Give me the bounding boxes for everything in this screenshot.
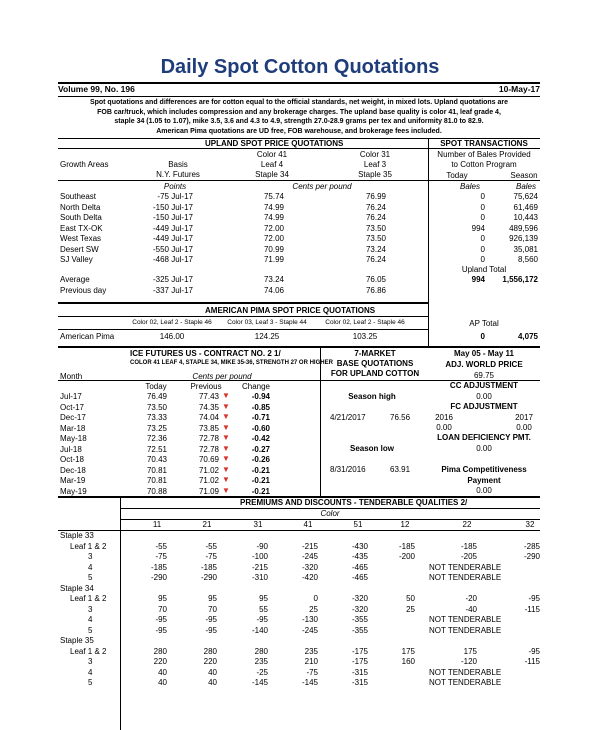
premium-value: -95	[155, 615, 167, 624]
fc-label: FC ADJUSTMENT	[450, 402, 518, 411]
premium-value: -95	[205, 625, 217, 635]
fc-year: 2016	[435, 413, 453, 422]
season-low-value: 63.91	[390, 465, 411, 474]
premium-value: -285	[523, 541, 540, 551]
intro-line: American Pima quotations are UD free, FOB warehouse, and brokerage fees included.	[156, 127, 442, 135]
cc-label: CC ADJUSTMENT	[449, 381, 519, 390]
section-header: ICE FUTURES US - CONTRACT NO. 2 1/	[130, 349, 281, 358]
column-divider	[120, 496, 121, 730]
futures-change: -0.71	[251, 413, 270, 422]
volume-number: Volume 99, No. 196	[58, 84, 135, 94]
premium-value: -315	[351, 678, 368, 687]
rule	[58, 148, 540, 149]
futures-change: -0.21	[251, 486, 270, 496]
ldp-label: LOAN DEFICIENCY PMT.	[437, 433, 531, 442]
color-column-header: 21	[202, 520, 212, 529]
premium-value: 160	[401, 657, 415, 666]
leaf-label: 4	[88, 667, 93, 677]
futures-today: 73.33	[146, 413, 167, 422]
premium-value: -320	[351, 604, 368, 614]
premium-value: -95	[256, 615, 268, 624]
column-header: Color 41	[256, 150, 288, 159]
futures-previous: 70.69	[198, 455, 219, 464]
price-value: 74.06	[263, 285, 284, 295]
premium-value: 175	[463, 646, 477, 656]
column-header: Color 03, Leaf 3 - Staple 44	[227, 319, 307, 326]
awp-value: 69.75	[473, 371, 495, 380]
premium-value: -175	[351, 646, 368, 656]
futures-month: Oct-17	[60, 402, 85, 412]
color-column-header: 12	[400, 520, 410, 529]
column-header: Color 02, Leaf 2 - Staple 46	[325, 319, 405, 326]
bales-today: 0	[480, 192, 485, 201]
pima-value: 124.25	[254, 332, 280, 341]
premium-value: 280	[153, 646, 167, 656]
bales-season: 8,560	[517, 255, 538, 264]
growth-area: South Delta	[60, 213, 102, 222]
pima-label: American Pima	[60, 332, 115, 341]
premium-value: 50	[406, 594, 415, 603]
bales-season: 489,596	[509, 223, 538, 233]
price-value: 74.99	[263, 202, 284, 212]
column-header: Leaf 4	[260, 160, 284, 169]
premium-value: -290	[200, 573, 217, 582]
futures-change: -0.94	[251, 392, 270, 401]
premium-value: -290	[523, 552, 540, 561]
price-value: 76.24	[365, 213, 386, 222]
futures-change: -0.60	[251, 423, 270, 433]
down-arrow-icon: ▼	[222, 475, 230, 484]
issue-line	[58, 84, 540, 94]
leaf-label: Leaf 1 & 2	[70, 646, 107, 656]
premium-value: -315	[351, 667, 368, 677]
basis-value: -449 Jul-17	[152, 223, 193, 233]
issue-date: 10-May-17	[498, 84, 540, 94]
premium-value: -115	[524, 604, 540, 614]
awp-label: ADJ. WORLD PRICE	[445, 360, 523, 369]
section-header: BASE QUOTATIONS	[336, 359, 414, 368]
intro-line: staple 34 (1.05 to 1.07), mike 3.5, 3.6 and 4.3 to 4.9, strength 27.0-28.9 grams per tex and uniformity 81.0 to 82.9.	[114, 118, 484, 125]
premium-value: -95	[528, 646, 540, 656]
down-arrow-icon: ▼	[222, 485, 230, 495]
bales-today: 0	[480, 213, 485, 222]
units-label: Bales	[515, 182, 536, 191]
price-value: 76.05	[365, 275, 386, 284]
premium-value: -320	[351, 594, 368, 603]
premium-value: 70	[158, 604, 167, 614]
futures-today: 73.25	[146, 423, 167, 433]
basis-value: -75 Jul-17	[157, 192, 193, 201]
premium-value: 235	[304, 646, 318, 656]
total-today: 994	[471, 275, 485, 284]
futures-previous: 73.85	[198, 423, 219, 433]
pima-payment-label: Pima Competitiveness	[441, 465, 527, 474]
rule	[58, 180, 540, 181]
color-column-header: 11	[152, 520, 162, 529]
premium-value: -185	[398, 541, 415, 551]
futures-month: Jul-17	[60, 392, 82, 401]
premium-value: -55	[155, 541, 167, 551]
leaf-label: 3	[88, 657, 93, 666]
basis-value: -150 Jul-17	[152, 202, 193, 212]
column-header: Basis	[168, 160, 188, 169]
units-label: Points	[163, 182, 187, 191]
futures-month: May-19	[60, 486, 87, 496]
color-column-header: 51	[353, 520, 363, 529]
growth-area: SJ Valley	[60, 255, 93, 264]
futures-month: Dec-17	[60, 413, 86, 422]
leaf-label: 5	[88, 625, 93, 635]
staple-group-label: Staple 34	[60, 583, 94, 593]
futures-month: Mar-18	[60, 423, 86, 433]
price-value: 74.99	[263, 213, 284, 222]
growth-area: East TX-OK	[60, 223, 103, 233]
page-title: Daily Spot Cotton Quotations	[160, 56, 440, 78]
section-header: 7-MARKET	[354, 349, 396, 358]
growth-area: Desert SW	[60, 244, 99, 254]
leaf-label: Leaf 1 & 2	[70, 541, 107, 551]
basis-value: -150 Jul-17	[152, 213, 193, 222]
premium-value: 280	[203, 646, 217, 656]
premium-value: 25	[309, 604, 318, 614]
price-value: 71.99	[263, 255, 284, 264]
futures-today: 70.88	[146, 486, 167, 496]
premium-value: 175	[401, 646, 415, 656]
price-value: 73.50	[365, 234, 386, 243]
section-header: May 05 - May 11	[453, 349, 515, 358]
bales-today: 0	[480, 244, 485, 254]
premium-value: -95	[205, 615, 217, 624]
not-tenderable-label: NOT TENDERABLE	[429, 615, 502, 624]
season-high-date: 4/21/2017	[330, 413, 366, 422]
staple-group-label: Staple 35	[60, 636, 94, 645]
basis-value: -550 Jul-17	[152, 244, 193, 254]
futures-today: 76.49	[146, 392, 167, 401]
premium-value: -40	[465, 604, 477, 614]
price-value: 76.99	[365, 192, 386, 201]
intro-note	[58, 98, 540, 136]
color-column-header: 22	[462, 520, 472, 529]
rule	[58, 329, 428, 330]
section-header: SPOT TRANSACTIONS	[440, 139, 528, 148]
summary-label: Average	[60, 275, 90, 284]
units-label: Color	[320, 509, 340, 518]
intro-line: FOB car/truck, which includes compression and any brokerage charges. The upland base quality is color 41, leaf grade 4,	[97, 108, 501, 116]
price-value: 76.24	[365, 255, 386, 264]
premium-value: -200	[398, 552, 415, 561]
section-header: PREMIUMS AND DISCOUNTS - TENDERABLE QUALITIES 2/	[240, 498, 468, 507]
futures-today: 70.81	[146, 465, 167, 475]
futures-change: -0.42	[251, 434, 270, 443]
price-value: 72.00	[263, 234, 284, 243]
premium-value: 70	[208, 604, 217, 614]
bales-today: 0	[480, 255, 485, 264]
column-header: Color 02, Leaf 2 - Staple 46	[132, 319, 212, 326]
futures-change: -0.21	[251, 476, 270, 485]
futures-previous: 72.78	[198, 434, 219, 443]
premium-value: 40	[208, 667, 217, 677]
fc-year: 2017	[515, 413, 533, 422]
leaf-label: 3	[88, 604, 93, 614]
column-header: Growth Areas	[60, 160, 109, 169]
premium-value: -175	[351, 657, 368, 666]
not-tenderable-label: NOT TENDERABLE	[429, 573, 502, 582]
cc-value: 0.00	[476, 392, 492, 401]
futures-previous: 77.43	[198, 392, 219, 401]
pima-value: 146.00	[159, 332, 185, 341]
premium-value: 25	[406, 604, 415, 614]
column-header: Season	[510, 171, 538, 180]
basis-value: -337 Jul-17	[152, 285, 193, 295]
leaf-label: Leaf 1 & 2	[70, 594, 107, 603]
futures-today: 72.51	[146, 444, 167, 454]
futures-previous: 74.04	[198, 413, 219, 422]
fc-value: 0.00	[436, 423, 452, 432]
total-season: 1,556,172	[502, 275, 538, 284]
premium-value: -140	[251, 625, 268, 635]
ap-season: 4,075	[517, 332, 538, 341]
leaf-label: 5	[88, 678, 93, 687]
issue-rule	[58, 96, 540, 97]
price-value: 73.24	[365, 244, 386, 254]
column-header: Color 31	[359, 150, 391, 159]
leaf-label: 3	[88, 552, 93, 561]
growth-area: Southeast	[60, 192, 97, 201]
bales-today: 0	[480, 234, 485, 243]
growth-area: North Delta	[60, 202, 101, 212]
premium-value: -145	[301, 678, 318, 687]
premium-value: -355	[351, 625, 368, 635]
rule	[58, 346, 540, 348]
color-column-header: 41	[303, 520, 313, 529]
premium-value: 40	[158, 667, 167, 677]
intro-line: Spot quotations and differences are for cotton equal to the official standards, net weight, in mixed lots. Upland quotations are	[89, 99, 509, 106]
premium-value: 280	[254, 646, 268, 656]
units-label: Cents per pound	[192, 372, 252, 381]
color-column-header: 31	[253, 520, 263, 529]
not-tenderable-label: NOT TENDERABLE	[429, 562, 502, 572]
price-value: 76.86	[365, 285, 386, 295]
premium-value: -25	[256, 667, 268, 677]
futures-change: -0.85	[251, 402, 270, 412]
price-value: 73.24	[263, 275, 284, 284]
futures-month: Dec-18	[60, 465, 86, 475]
premium-value: -130	[301, 615, 318, 624]
futures-today: 70.43	[146, 455, 167, 464]
season-high-value: 76.56	[390, 413, 411, 422]
futures-previous: 71.09	[198, 486, 219, 496]
futures-today: 73.50	[146, 402, 167, 412]
premium-value: -20	[465, 594, 477, 603]
fc-value: 0.00	[516, 423, 532, 432]
ldp-value: 0.00	[476, 444, 492, 453]
futures-month: May-18	[60, 434, 87, 443]
basis-value: -325 Jul-17	[152, 275, 193, 284]
premium-value: -90	[256, 541, 268, 551]
rule	[58, 302, 428, 304]
premium-value: -320	[301, 562, 318, 572]
bales-season: 10,443	[513, 213, 538, 222]
not-tenderable-label: NOT TENDERABLE	[429, 625, 502, 635]
column-header: Today	[446, 171, 468, 180]
premium-value: -435	[351, 552, 368, 561]
premium-value: -215	[251, 562, 268, 572]
premium-value: -310	[251, 573, 268, 582]
premium-value: 95	[208, 594, 217, 603]
bales-season: 35,081	[513, 244, 538, 254]
down-arrow-icon: ▼	[222, 401, 230, 411]
premium-value: 95	[259, 594, 268, 603]
down-arrow-icon: ▼	[222, 454, 230, 463]
not-tenderable-label: NOT TENDERABLE	[429, 667, 502, 677]
leaf-label: 5	[88, 573, 93, 582]
premium-value: 95	[158, 594, 167, 603]
section-header: FOR UPLAND COTTON	[330, 369, 420, 378]
bales-today: 994	[471, 223, 485, 233]
futures-change: -0.21	[251, 465, 270, 475]
futures-today: 70.81	[146, 476, 167, 485]
down-arrow-icon: ▼	[222, 412, 230, 421]
futures-today: 72.36	[146, 434, 167, 443]
premium-value: -75	[205, 552, 217, 561]
rule	[58, 316, 428, 317]
section-header: AMERICAN PIMA SPOT PRICE QUOTATIONS	[205, 306, 376, 315]
premium-value: -100	[251, 552, 268, 561]
futures-previous: 74.35	[198, 402, 219, 412]
premium-value: -185	[460, 541, 477, 551]
futures-previous: 72.78	[198, 444, 219, 454]
total-label: Upland Total	[461, 265, 507, 274]
ap-label: AP Total	[469, 319, 499, 328]
premium-value: 220	[153, 657, 167, 666]
price-value: 76.24	[365, 202, 386, 212]
bales-season: 75,624	[513, 192, 538, 201]
futures-change: -0.27	[251, 444, 270, 454]
premium-value: 220	[203, 657, 217, 666]
price-value: 72.00	[263, 223, 284, 233]
futures-month: Oct-18	[60, 455, 85, 464]
basis-value: -468 Jul-17	[152, 255, 193, 264]
premium-value: -120	[460, 657, 477, 666]
price-value: 70.99	[263, 244, 284, 254]
column-header: Staple 35	[358, 170, 392, 179]
futures-change: -0.26	[251, 455, 270, 464]
premium-value: -115	[524, 657, 540, 666]
units-label: Cents per pound	[292, 182, 352, 191]
premium-value: 210	[304, 657, 318, 666]
column-header: N.Y. Futures	[156, 170, 200, 179]
column-header: to Cotton Program	[451, 160, 517, 169]
premium-value: -215	[301, 541, 318, 551]
premium-value: -75	[306, 667, 318, 677]
staple-group-label: Staple 33	[60, 531, 94, 540]
section-header: UPLAND SPOT PRICE QUOTATIONS	[205, 139, 344, 148]
leaf-label: 4	[88, 562, 93, 572]
growth-area: West Texas	[60, 234, 102, 243]
down-arrow-icon: ▼	[222, 443, 230, 453]
column-header: Previous	[190, 382, 222, 391]
premium-value: -355	[351, 615, 368, 624]
leaf-label: 4	[88, 615, 93, 624]
season-high-label: Season high	[348, 392, 396, 401]
pima-payment-label: Payment	[467, 476, 501, 485]
premium-value: -145	[251, 678, 268, 687]
premium-value: -185	[150, 562, 167, 572]
premium-value: -465	[351, 573, 368, 582]
price-value: 73.50	[365, 223, 386, 233]
premium-value: -95	[155, 625, 167, 635]
column-header: Month	[60, 372, 83, 381]
pima-value: 103.25	[352, 332, 378, 341]
premium-value: -465	[351, 562, 368, 572]
price-value: 75.74	[263, 192, 284, 201]
premium-value: 40	[208, 678, 217, 687]
column-header: Staple 34	[255, 170, 289, 179]
premium-value: -185	[200, 562, 217, 572]
bales-season: 926,139	[509, 234, 538, 243]
column-header: Leaf 3	[363, 160, 387, 169]
season-low-date: 8/31/2016	[330, 465, 366, 474]
pima-payment-value: 0.00	[476, 486, 492, 495]
futures-previous: 71.02	[198, 476, 219, 485]
bales-season: 61,469	[513, 202, 538, 212]
column-header: Today	[145, 382, 167, 391]
premium-value: -290	[150, 573, 167, 582]
premium-value: -430	[351, 541, 368, 551]
premium-value: -245	[301, 625, 318, 635]
bales-today: 0	[480, 202, 485, 212]
premium-value: -420	[301, 573, 318, 582]
not-tenderable-label: NOT TENDERABLE	[429, 678, 502, 687]
column-header: Number of Bales Provided	[437, 150, 531, 159]
futures-month: Mar-19	[60, 476, 86, 485]
down-arrow-icon: ▼	[222, 433, 230, 442]
down-arrow-icon: ▼	[222, 391, 230, 400]
futures-month: Jul-18	[60, 444, 82, 454]
down-arrow-icon: ▼	[222, 422, 230, 432]
column-header: Change	[241, 382, 271, 391]
rule	[58, 530, 540, 531]
color-column-header: 32	[525, 520, 535, 529]
down-arrow-icon: ▼	[222, 464, 230, 474]
units-label: Bales	[459, 182, 480, 191]
premium-value: -95	[528, 594, 540, 603]
premium-value: 55	[259, 604, 268, 614]
section-subheader: COLOR 41 LEAF 4, STAPLE 34, MIKE 35-36, STRENGTH 27 OR HIGHER	[130, 360, 333, 366]
premium-value: -75	[155, 552, 167, 561]
premium-value: -55	[205, 541, 217, 551]
futures-previous: 71.02	[198, 465, 219, 475]
premium-value: -245	[301, 552, 318, 561]
premium-value: 40	[158, 678, 167, 687]
premium-value: 0	[313, 594, 318, 603]
basis-value: -449 Jul-17	[152, 234, 193, 243]
summary-label: Previous day	[60, 285, 107, 295]
ap-today: 0	[480, 332, 485, 341]
premium-value: -205	[460, 552, 477, 561]
premium-value: 235	[254, 657, 268, 666]
season-low-label: Season low	[349, 444, 394, 453]
